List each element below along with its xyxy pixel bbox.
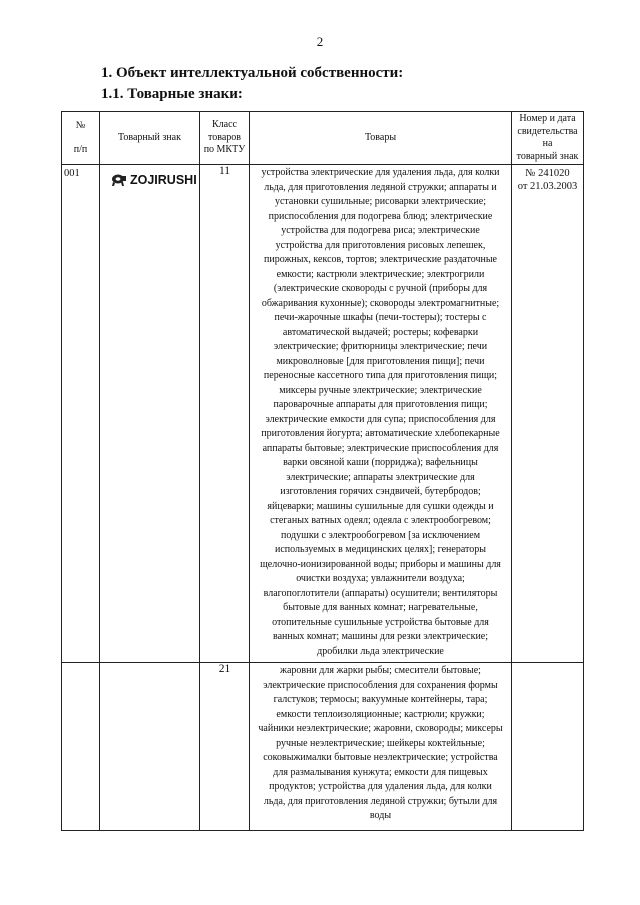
zojirushi-logo xyxy=(110,170,197,188)
goods-line: электрические; фритюрницы электрические; печи xyxy=(273,341,488,352)
goods-line: воды xyxy=(369,810,392,821)
section-subtitle: 1.1. Товарные знаки: xyxy=(101,86,243,102)
goods-line: влагопоглотители (аппараты) осушители; вентиляторы xyxy=(263,587,498,599)
goods-line: автоматической выдачей; ростеры; кофеварки xyxy=(282,326,479,338)
goods-line: емкости; кастрюли электрические; электрогрили xyxy=(276,268,485,280)
goods-line: яйцеварки; машины сушильные для сушки одежды и xyxy=(267,500,494,512)
goods-line: соковыжималки бытовые неэлектрические; устройства xyxy=(263,752,498,763)
table-header-row xyxy=(62,112,584,165)
goods-line: приспособления для подогрева блюд; электрические xyxy=(268,210,493,222)
goods-line: емкости теплоизоляционные; кастрюли; кружки; xyxy=(276,708,485,720)
goods-line: отопительные сушильные устройства бытовые для xyxy=(272,616,489,628)
table-row xyxy=(62,663,584,831)
goods-line: приготовления йогурта; автоматические хлебопекарные xyxy=(261,428,500,439)
goods-line: устройства электрические для удаления льда, для колки xyxy=(261,167,500,178)
goods-cell xyxy=(250,165,512,663)
goods-line: миксеры ручные электрические; электрические xyxy=(279,384,482,396)
header-reg: Номер и дата свидетельства на товарный знак xyxy=(512,112,584,165)
goods-line: используемых в медицинских целях]; генераторы xyxy=(275,544,486,555)
goods-line: стеганых ватных одеял; одеяла с электрообогревом; xyxy=(270,515,491,526)
class-cell: 21 xyxy=(200,663,250,831)
goods-line: пирожных, кексов, тортов; электрические раздаточные xyxy=(263,254,497,265)
header-num: № п/п xyxy=(62,112,100,165)
goods-line: жаровни для жарки рыбы; смесители бытовые; xyxy=(280,665,481,676)
trademark-cell xyxy=(100,663,200,831)
goods-line: изготовления горячих сэндвичей, бутербродов; xyxy=(280,486,481,497)
goods-line: установки сушильные; рисоварки электрические; xyxy=(274,196,487,207)
goods-line: электрические приспособления для сохранения формы xyxy=(263,679,498,691)
goods-line: микроволновые [для приготовления пищи]; печи xyxy=(276,355,485,367)
goods-line: для размалывания кунжута; емкости для пищевых xyxy=(273,766,488,778)
goods-line: дробилки льда электрические xyxy=(317,645,444,657)
goods-line: щелочно-ионизированной воды; приборы и машины для xyxy=(260,558,501,570)
goods-line: льда, для приготовления ледяной стружки; бутыли для xyxy=(263,795,498,807)
row-number: 001 xyxy=(62,165,100,663)
trademark-cell xyxy=(100,165,200,663)
trademarks-table xyxy=(61,111,584,831)
goods-line: ручные неэлектрические; шейкеры коктейльные; xyxy=(276,737,485,749)
goods-line: пароварочные аппараты для приготовления пищи; xyxy=(273,399,488,410)
goods-line: электрические емкости для супа; приспособления для xyxy=(265,413,496,425)
registration-cell xyxy=(512,663,584,831)
svg-text:ZOJIRUSHI: ZOJIRUSHI xyxy=(129,173,197,187)
goods-line: чайники неэлектрические; жаровни, сковороды; миксеры xyxy=(258,723,503,734)
goods-line: продуктов; устройства для удаления льда, для колки xyxy=(269,781,492,792)
goods-line: аппараты бытовые; электрические приспособления для xyxy=(262,442,499,454)
header-class: Класс товаров по МКТУ xyxy=(200,112,250,165)
goods-line: устройства для подогрева риса; электрические xyxy=(281,225,480,236)
goods-cell xyxy=(250,663,512,831)
row-number xyxy=(62,663,100,831)
table-row xyxy=(62,165,584,663)
goods-line: льда, для приготовления ледяной стружки; аппараты и xyxy=(264,181,497,193)
registration-number: № 241020 xyxy=(525,168,570,179)
goods-line: переносные кассетного типа для приготовления пищи; xyxy=(263,370,498,381)
goods-line: обжаривания кухонные); сковороды электромагнитные; xyxy=(261,297,500,309)
registration-cell xyxy=(512,165,584,663)
goods-line: электрические; аппараты электрические для xyxy=(286,471,475,483)
goods-line: варки овсяной каши (порриджа); вафельницы xyxy=(283,457,478,468)
page-number: 2 xyxy=(316,34,324,49)
section-heading xyxy=(101,63,403,105)
goods-line: (электрические сковороды с ручной (приборы для xyxy=(273,283,488,294)
goods-line: ванных комнат; машины для резки электрические; xyxy=(272,631,489,642)
header-goods: Товары xyxy=(250,112,512,165)
registration-date: от 21.03.2003 xyxy=(517,181,578,192)
goods-line: галстуков; термосы; вакуумные контейнеры, тара; xyxy=(273,694,488,705)
section-title: 1. Объект интеллектуальной собственности: xyxy=(101,65,404,81)
goods-line: очистки воздуха; увлажнители воздуха; xyxy=(296,573,465,584)
goods-line: устройства для приготовления рисовых лепешек, xyxy=(275,239,486,251)
header-mark: Товарный знак xyxy=(100,112,200,165)
class-cell: 11 xyxy=(200,165,250,663)
goods-line: бытовые для ванных комнат; нагревательные, xyxy=(283,602,478,613)
goods-line: печи-жарочные шкафы (печи-тостеры); тостеры с xyxy=(274,312,487,323)
goods-line: подушки с электрообогревом [за исключением xyxy=(280,529,481,541)
